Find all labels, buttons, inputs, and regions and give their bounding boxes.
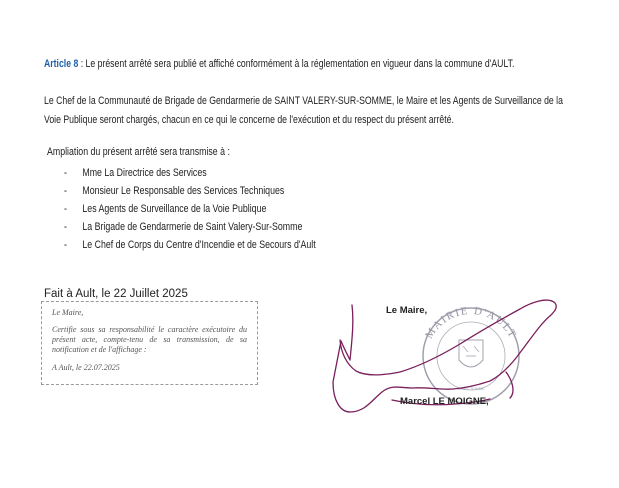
list-item-text: Le Chef de Corps du Centre d'Incendie et de Secours d'Ault [82, 239, 316, 251]
fait-a-ault-date: Fait à Ault, le 22 Juillet 2025 [44, 288, 188, 300]
certification-title: Le Maire, [52, 308, 84, 317]
article-8-text: : Le présent arrêté sera publié et affiché conformément à la réglementation en vigueur dans la commune d'AULT. [78, 58, 515, 70]
stamp-subtext: 80460 - SOMME [457, 387, 485, 391]
list-item-text: Mme La Directrice des Services [82, 167, 207, 179]
certification-body: Certifie sous sa responsabilité le caractère exécutoire du présent acte, compte-tenu de sa transmission, de sa notification et de l'affichage : [52, 325, 247, 354]
certification-place-date: A Ault, le 22.07.2025 [52, 363, 120, 372]
list-dash: - [64, 167, 67, 179]
list-dash: - [64, 185, 67, 197]
mayor-name: Marcel LE MOIGNE, [400, 396, 489, 407]
list-dash: - [64, 221, 67, 233]
ampliation-intro: Ampliation du présent arrêté sera transmise à : [47, 146, 230, 158]
list-dash: - [64, 239, 67, 251]
list-item-text: Les Agents de Surveillance de la Voie Publique [82, 203, 267, 215]
coat-of-arms-icon [459, 340, 483, 367]
list-dash: - [64, 203, 67, 215]
article-8-label: Article 8 [44, 58, 79, 70]
list-item-text: Monsieur Le Responsable des Services Techniques [82, 185, 285, 197]
paragraph-line-2: Voie Publique seront chargés, chacun en ce qui le concerne de l'exécution et du respect du présent arrêté. [44, 114, 454, 126]
list-item-text: La Brigade de Gendarmerie de Saint Valery-Sur-Somme [82, 221, 303, 233]
mayor-title: Le Maire, [386, 305, 428, 316]
paragraph-line-1: Le Chef de la Communauté de Brigade de Gendarmerie de SAINT VALERY-SUR-SOMME, le Maire et les Agents de Surveillance de la [44, 95, 563, 107]
stamp-text: MAIRIE D'AULT [423, 304, 519, 341]
